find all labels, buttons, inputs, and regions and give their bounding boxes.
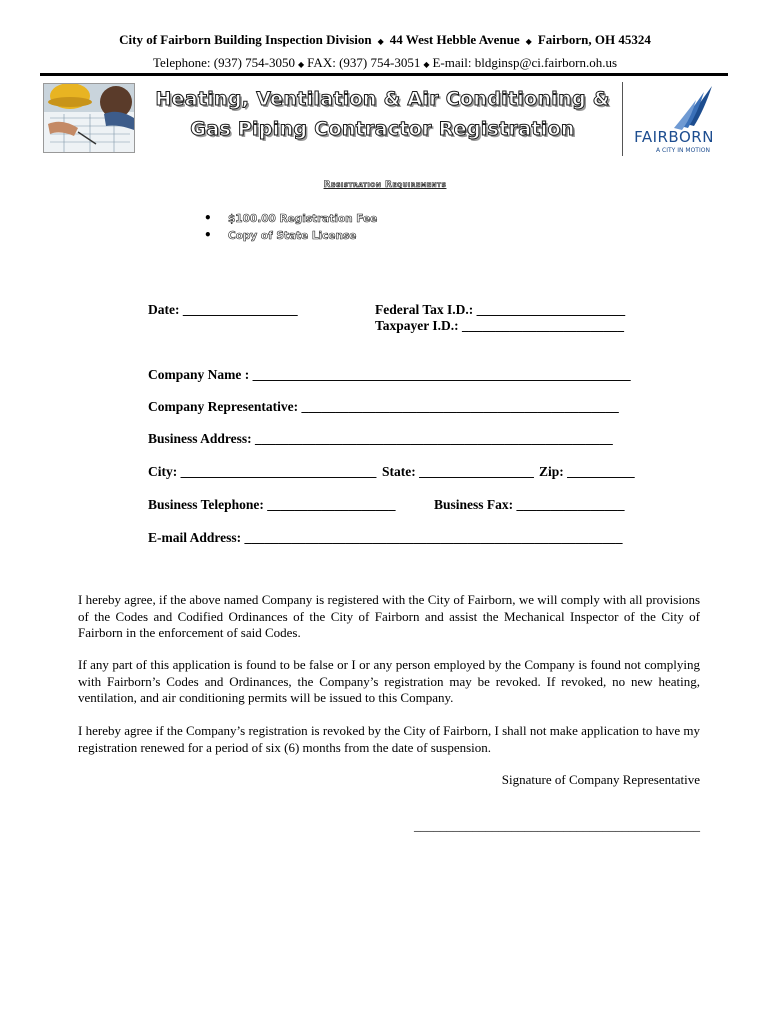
- diamond-bullet-icon: ◆: [423, 59, 430, 69]
- company-name-field[interactable]: Company Name : ________________________________________________________: [148, 367, 631, 382]
- signature-label: Signature of Company Representative: [501, 772, 700, 787]
- header-email: E-mail: bldginsp@ci.fairborn.oh.us: [432, 55, 618, 70]
- diamond-bullet-icon: ◆: [298, 59, 305, 69]
- form-title-line-2: Gas Piping Contractor Registration: [190, 118, 575, 140]
- header-street: 44 West Hebble Avenue: [389, 32, 520, 47]
- header-fax: FAX: (937) 754-3051: [307, 55, 421, 70]
- email-address-field[interactable]: E-mail Address: ________________________________________________________: [148, 530, 623, 545]
- city-field[interactable]: City: _____________________________: [148, 464, 377, 479]
- business-telephone-field[interactable]: Business Telephone: ___________________: [148, 497, 396, 512]
- bullet-icon: •: [204, 211, 212, 225]
- blueprint-photo-icon: [43, 83, 135, 153]
- requirement-item: • $100.00 Registration Fee: [204, 211, 378, 225]
- taxpayer-id-field[interactable]: Taxpayer I.D.: ________________________: [375, 318, 625, 333]
- logo-divider: [622, 82, 623, 156]
- state-field[interactable]: State: _________________: [382, 464, 534, 479]
- requirements-heading: Registration Requirements: [323, 180, 447, 190]
- zip-field[interactable]: Zip: __________: [539, 464, 635, 479]
- header-telephone: Telephone: (937) 754-3050: [152, 55, 296, 70]
- header-address-line: [0, 32, 770, 48]
- company-representative-field[interactable]: Company Representative: _______________________________________________: [148, 399, 619, 414]
- logo-wordmark: FAIRBORN: [634, 128, 714, 146]
- business-address-field[interactable]: Business Address: _____________________________________________________: [148, 431, 613, 446]
- diamond-bullet-icon: ◆: [377, 37, 384, 47]
- agreement-paragraph-3: I hereby agree if the Company’s registration is revoked by the City of Fairborn, I shall not make application to have my registration renewed for a period of six (6) months from the date of suspension.: [78, 723, 700, 755]
- business-fax-field[interactable]: Business Fax: ________________: [434, 497, 625, 512]
- date-field[interactable]: Date: _________________: [148, 302, 298, 317]
- form-title-line-1: Heating, Ventilation & Air Conditioning &: [155, 88, 610, 110]
- agreement-paragraph-1: I hereby agree, if the above named Company is registered with the City of Fairborn, we will comply with all provisions of the Codes and Codified Ordinances of the City of Fairborn and assist the Mechanical Inspector of the City of Fairborn in the enforcement of said Codes.: [78, 592, 700, 640]
- requirement-item: • Copy of State License: [204, 228, 357, 242]
- header-city: Fairborn, OH 45324: [537, 32, 651, 47]
- federal-tax-id-field[interactable]: Federal Tax I.D.: ______________________: [375, 302, 626, 317]
- header-divider: [40, 73, 728, 76]
- bullet-icon: •: [204, 228, 212, 242]
- header-org: City of Fairborn Building Inspection Division: [119, 32, 372, 47]
- logo-tagline: A CITY IN MOTION: [656, 147, 710, 154]
- requirements-list: [204, 210, 377, 244]
- header-contact-line: [0, 55, 770, 71]
- agreement-paragraph-2: If any part of this application is found to be false or I or any person employed by the Company is found not complying with Fairborn’s Codes and Ordinances, the Company’s registration may be revoked. If revoked, no new heating, ventilation, and air conditioning permits will be issued to this Company.: [78, 657, 700, 705]
- diamond-bullet-icon: ◆: [525, 37, 532, 47]
- signature-line[interactable]: ____________________________________________: [414, 818, 700, 833]
